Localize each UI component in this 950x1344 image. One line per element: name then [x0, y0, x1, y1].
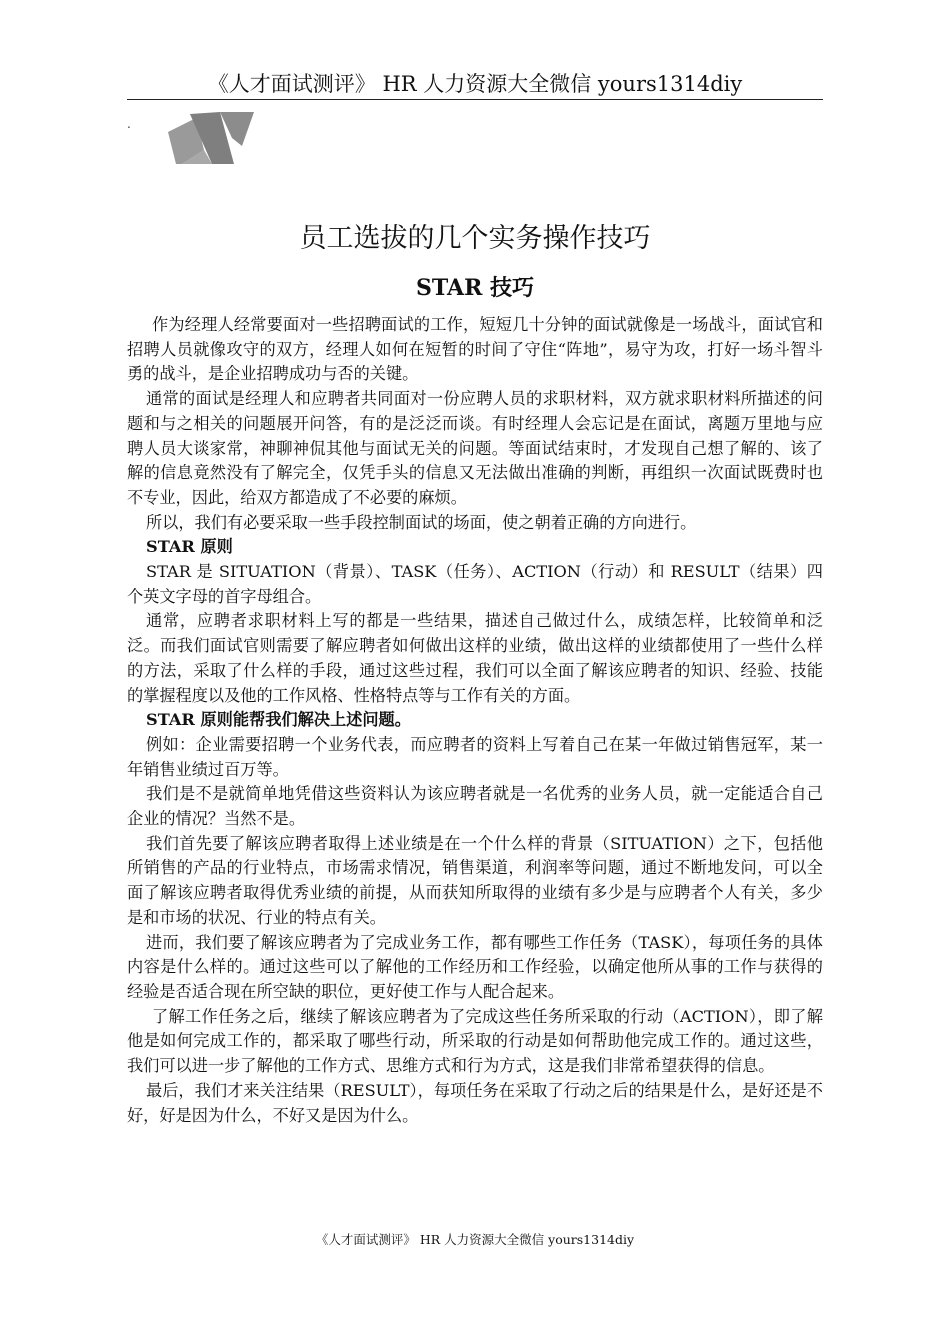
paragraph: 进而，我们要了解该应聘者为了完成业务工作，都有哪些工作任务（TASK），每项任务的具体内容是什么样的。通过这些可以了解他的工作经历和工作经验，以确定他所从事的工作与获得的经验是否适合现在所空缺的职位，更好使工作与人配合起来。 — [127, 932, 823, 1001]
paragraph: 通常的面试是经理人和应聘者共同面对一份应聘人员的求职材料，双方就求职材料所描述的问题和与之相关的问题展开问答，有的是泛泛而谈。有时经理人会忘记是在面试，离题万里地与应聘人员大谈家常，神聊神侃其他与面试无关的问题。等面试结束时，才发现自己想了解的、该了解的信息竟然没有了解完全，仅凭手头的信息又无法做出准确的判断，再组织一次面试既费时也不专业，因此，给双方都造成了不必要的麻烦。 — [127, 389, 823, 507]
header-rule — [127, 99, 823, 100]
paragraph: 所以，我们有必要采取一些手段控制面试的场面，使之朝着正确的方向进行。 — [146, 512, 697, 532]
paragraph: STAR 是 SITUATION（背景）、TASK（任务）、ACTION（行动）和 RESULT（结果）四个英文字母的首字母组合。 — [127, 562, 823, 606]
paragraph: 例如：企业需要招聘一个业务代表，而应聘者的资料上写着自己在某一年做过销售冠军，某一年销售业绩过百万等。 — [127, 734, 823, 779]
document-subtitle: STAR 技巧 — [415, 275, 535, 301]
paragraph: 了解工作任务之后，继续了解该应聘者为了完成这些任务所采取的行动（ACTION），即了解他是如何完成工作的，都采取了哪些行动，所采取的行动是如何帮助他完成工作的。通过这些，我们可以进一步了解他的工作方式、思维方式和行为方式，这是我们非常希望获得的信息。 — [127, 1006, 823, 1076]
page-footer: 《人才面试测评》 HR 人力资源大全微信 yours1314diy — [315, 1232, 635, 1247]
document-title: 员工选拔的几个实务操作技巧 — [299, 223, 651, 254]
paragraph: 我们是不是就简单地凭借这些资料认为该应聘者就是一名优秀的业务人员，就一定能适合自己企业的情况？当然不是。 — [127, 784, 823, 829]
paragraph: 通常，应聘者求职材料上写的都是一些结果，描述自己做过什么，成绩怎样，比较简单和泛泛。而我们面试官则需要了解应聘者如何做出这样的业绩，做出这样的业绩都使用了一些什么样的方法，采取了什么样的手段，通过这些过程，我们可以全面了解该应聘者的知识、经验、技能的掌握程度以及他的工作风格、性格特点等与工作有关的方面。 — [127, 611, 823, 705]
document-body — [127, 313, 823, 1128]
company-logo-icon — [168, 112, 256, 164]
section-heading: STAR 原则能帮我们解决上述问题。 — [146, 710, 411, 730]
header-dot: . — [127, 117, 131, 131]
page-header: 《人才面试测评》 HR 人力资源大全微信 yours1314diy — [207, 72, 743, 96]
paragraph: 最后，我们才来关注结果（RESULT），每项任务在采取了行动之后的结果是什么，是好还是不好，好是因为什么，不好又是因为什么。 — [127, 1080, 823, 1125]
paragraph: 作为经理人经常要面对一些招聘面试的工作，短短几十分钟的面试就像是一场战斗，面试官和招聘人员就像攻守的双方，经理人如何在短暂的时间了守住“阵地”，易守为攻，打好一场斗智斗勇的战斗，是企业招聘成功与否的关键。 — [127, 315, 823, 384]
paragraph: 我们首先要了解该应聘者取得上述业绩是在一个什么样的背景（SITUATION）之下，包括他所销售的产品的行业特点，市场需求情况，销售渠道，利润率等问题，通过不断地发问，可以全面了解该应聘者取得优秀业绩的前提，从而获知所取得的业绩有多少是与应聘者个人有关，多少是和市场的状况、行业的特点有关。 — [127, 833, 823, 927]
section-heading: STAR 原则 — [146, 537, 233, 557]
